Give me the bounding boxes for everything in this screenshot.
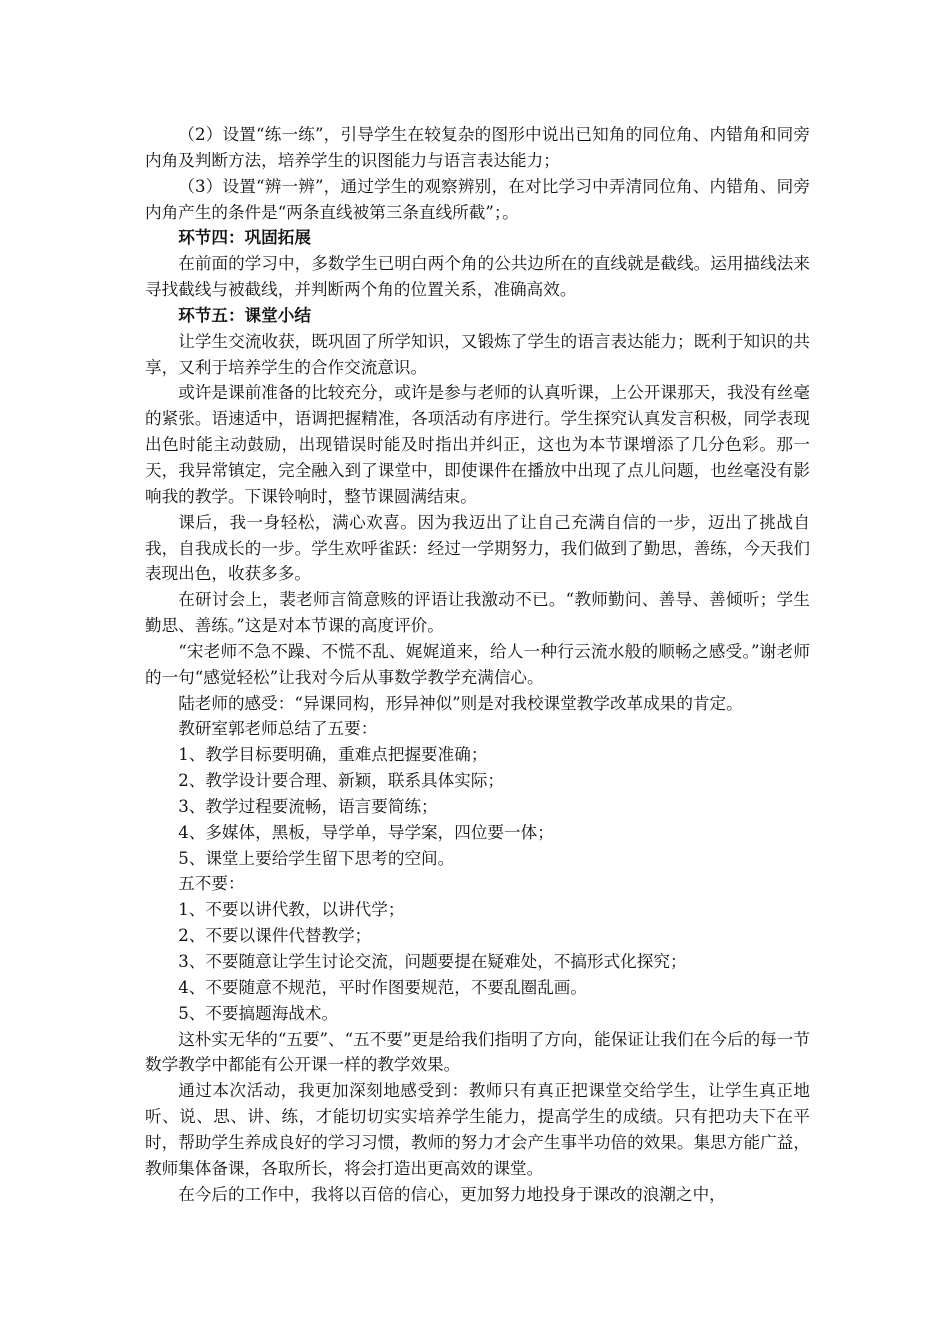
list-item-dont-4: 4、不要随意不规范，平时作图要规范，不要乱圈乱画。 (178, 977, 587, 997)
paragraph-after-class: 课后，我一身轻松，满心欢喜。因为我迈出了让自己充满自信的一步，迈出了挑战自我，自我成长的一步。学生欢呼雀跃：经过一学期努力，我们做到了勤思，善练，今天我们表现出色，收获多多。 (145, 512, 810, 584)
paragraph-five-donts-intro: 五不要： (178, 874, 245, 894)
paragraph-reflection: 通过本次活动，我更加深刻地感受到：教师只有真正把课堂交给学生，让学生真正地听、说、思、讲、练，才能切切实实培养学生能力，提高学生的成绩。只有把功夫下在平时，帮助学生养成良好的学习习惯，教师的努力才会产生事半功倍的效果。集思方能广益，教师集体备课，各取所长，将会打造出更高效的课堂。 (145, 1081, 810, 1178)
paragraph-five-musts-intro: 教研室郭老师总结了五要： (178, 719, 378, 739)
paragraph-consolidation: 在前面的学习中，多数学生已明白两个角的公共边所在的直线就是截线。运用描线法来寻找截线与被截线，并判断两个角的位置关系，准确高效。 (145, 254, 810, 300)
paragraph-guidance: 这朴实无华的“五要”、“五不要”更是给我们指明了方向，能保证让我们在今后的每一节数学教学中都能有公开课一样的教学效果。 (145, 1029, 810, 1075)
list-item-dont-5: 5、不要搞题海战术。 (178, 1003, 339, 1023)
list-item-must-5: 5、课堂上要给学生留下思考的空间。 (178, 848, 455, 868)
list-item-must-4: 4、多媒体，黑板，导学单，导学案，四位要一体； (178, 822, 554, 842)
section-heading-consolidation: 环节四：巩固拓展 (178, 227, 311, 248)
paragraph-distinguish: （3）设置“辨一辨”，通过学生的观察辨别，在对比学习中弄清同位角、内错角、同旁内角产生的条件是“两条直线被第三条直线所截”；。 (145, 176, 810, 222)
list-item-dont-1: 1、不要以讲代教，以讲代学； (178, 900, 405, 920)
list-item-dont-2: 2、不要以课件代替教学； (178, 926, 372, 946)
section-heading-summary: 环节五：课堂小结 (178, 304, 311, 325)
list-item-dont-3: 3、不要随意让学生讨论交流，问题要提在疑难处，不搞形式化探究； (178, 952, 687, 971)
paragraph-seminar: 在研讨会上，裴老师言简意赅的评语让我激动不已。“教师勤问、善导、善倾听；学生勤思、善练。”这是对本节课的高度评价。 (145, 590, 810, 636)
paragraph-xie-comment: “宋老师不急不躁、不慌不乱、娓娓道来，给人一种行云流水般的顺畅之感受。”谢老师的一句“感觉轻松”让我对今后从事数学教学充满信心。 (145, 641, 810, 687)
list-item-must-2: 2、教学设计要合理、新颖，联系具体实际； (178, 771, 505, 791)
list-item-must-1: 1、教学目标要明确，重难点把握要准确； (178, 745, 488, 765)
paragraph-summary: 让学生交流收获，既巩固了所学知识，又锻炼了学生的语言表达能力；既利于知识的共享，又利于培养学生的合作交流意识。 (145, 331, 810, 377)
document-body (145, 122, 810, 1207)
paragraph-public-lesson: 或许是课前准备的比较充分，或许是参与老师的认真听课，上公开课那天，我没有丝毫的紧张。语速适中，语调把握精准，各项活动有序进行。学生探究认真发言积极，同学表现出色时能主动鼓励，出现错误时能及时指出并纠正，这也为本节课增添了几分色彩。那一天，我异常镇定，完全融入到了课堂中，即使课件在播放中出现了点儿问题，也丝毫没有影响我的教学。下课铃响时，整节课圆满结束。 (145, 383, 810, 506)
paragraph-practice: （2）设置“练一练”，引导学生在较复杂的图形中说出已知角的同位角、内错角和同旁内角及判断方法，培养学生的识图能力与语言表达能力； (145, 125, 810, 170)
paragraph-lu-comment: 陆老师的感受：“异课同构，形异神似”则是对我校课堂教学改革成果的肯定。 (178, 693, 743, 713)
list-item-must-3: 3、教学过程要流畅，语言要简练； (178, 796, 438, 816)
paragraph-future-work: 在今后的工作中，我将以百倍的信心，更加努力地投身于课改的浪潮之中， (178, 1184, 726, 1204)
